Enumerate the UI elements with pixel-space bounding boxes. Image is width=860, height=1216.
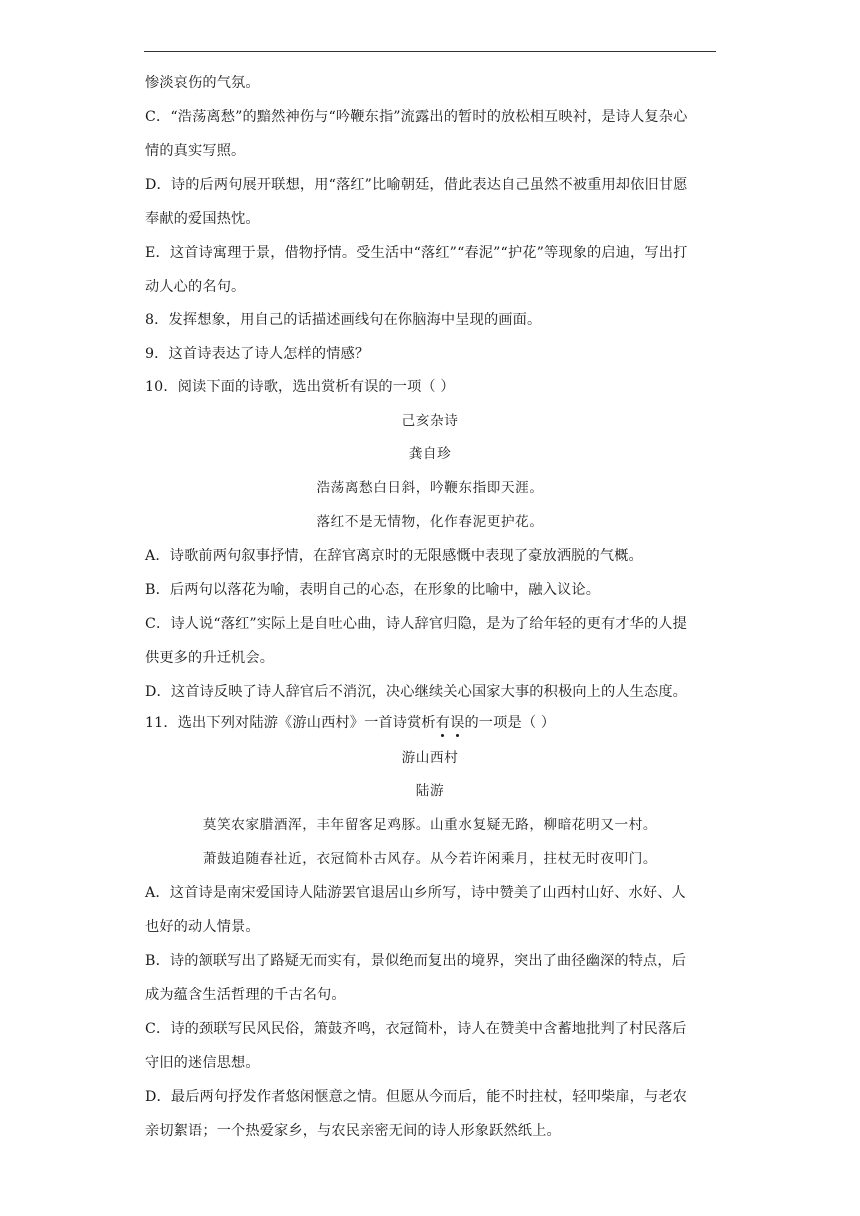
poem-author: 陆游 [415, 783, 445, 799]
text-line: 守旧的迷信思想。 [145, 1055, 260, 1071]
option-b-line: B．后两句以落花为喻，表明自己的心态，在形象的比喻中，融入议论。 [145, 582, 601, 598]
text-line: 奉献的爱国热忱。 [145, 211, 260, 227]
option-c-line: C．诗人说“落红”实际上是自吐心曲，诗人辞官归隐，是为了给年轻的更有才华的人提 [145, 616, 687, 632]
option-a-line: A．诗歌前两句叙事抒情，在辞官离京时的无限感慨中表现了豪放洒脱的气概。 [145, 548, 643, 564]
text-line: 动人心的名句。 [145, 279, 246, 295]
poem-verse: 落红不是无情物，化作春泥更护花。 [316, 514, 544, 530]
option-d-line: D．最后两句抒发作者悠闲惬意之情。但愿从今而后，能不时拄杖，轻叩柴扉，与老农 [145, 1089, 688, 1105]
emphasis-char: 有 [435, 715, 451, 731]
emphasis-char: 误 [450, 715, 465, 731]
poem-author: 龚自珍 [408, 446, 452, 462]
option-b-line: B．诗的颔联写出了路疑无而实有，景似绝而复出的境界，突出了曲径幽深的特点，后 [145, 953, 687, 969]
question-9: 9．这首诗表达了诗人怎样的情感？ [145, 346, 370, 362]
header-rule [144, 51, 716, 52]
question-11-prefix: 11．选出下列对陆游《游山西村》一首诗赏析 [145, 715, 436, 731]
text-line: 情的真实写照。 [145, 143, 246, 159]
question-11 [145, 713, 555, 733]
option-d-line: D．这首诗反映了诗人辞官后不消沉，决心继续关心国家大事的积极向上的人生态度。 [145, 684, 688, 700]
option-c-line: C．诗的颈联写民风民俗，箫鼓齐鸣，衣冠简朴，诗人在赞美中含蓄地批判了村民落后 [145, 1021, 687, 1037]
text-line: 供更多的升迁机会。 [145, 650, 275, 666]
emphasis-text [436, 715, 465, 731]
poem-verse: 萧鼓追随春社近，衣冠简朴古风存。从今若许闲乘月，拄杖无时夜叩门。 [202, 851, 658, 867]
poem-verse: 浩荡离愁白日斜，吟鞭东指即天涯。 [316, 480, 544, 496]
poem-verse: 莫笑农家腊酒浑，丰年留客足鸡豚。山重水复疑无路，柳暗花明又一村。 [202, 817, 658, 833]
option-a-line: A．这首诗是南宋爱国诗人陆游罢官退居山乡所写，诗中赞美了山西村山好、水好、人 [145, 885, 686, 901]
question-8: 8．发挥想象，用自己的话描述画线句在你脑海中呈现的画面。 [145, 312, 542, 328]
question-10: 10．阅读下面的诗歌，选出赏析有误的一项（ ） [145, 379, 455, 395]
text-line: 惨淡哀伤的气氛。 [145, 75, 260, 91]
poem-title: 己亥杂诗 [401, 413, 459, 429]
text-line: 亲切絮语；一个热爱家乡，与农民亲密无间的诗人形象跃然纸上。 [145, 1123, 561, 1139]
question-11-suffix: 的一项是（ ） [464, 715, 556, 731]
poem-title: 游山西村 [401, 750, 459, 766]
option-d-line: D．诗的后两句展开联想，用“落红”比喻朝廷，借此表达自己虽然不被重用却依旧甘愿 [145, 177, 688, 193]
option-e-line: E．这首诗寓理于景，借物抒情。受生活中“落红”“春泥”“护花”等现象的启迪，写出打 [145, 245, 688, 261]
option-c-line: C．“浩荡离愁”的黯然神伤与“吟鞭东指”流露出的暂时的放松相互映衬，是诗人复杂心 [145, 109, 688, 125]
text-line: 成为蕴含生活哲理的千古名句。 [145, 987, 346, 1003]
text-line: 也好的动人情景。 [145, 919, 260, 935]
